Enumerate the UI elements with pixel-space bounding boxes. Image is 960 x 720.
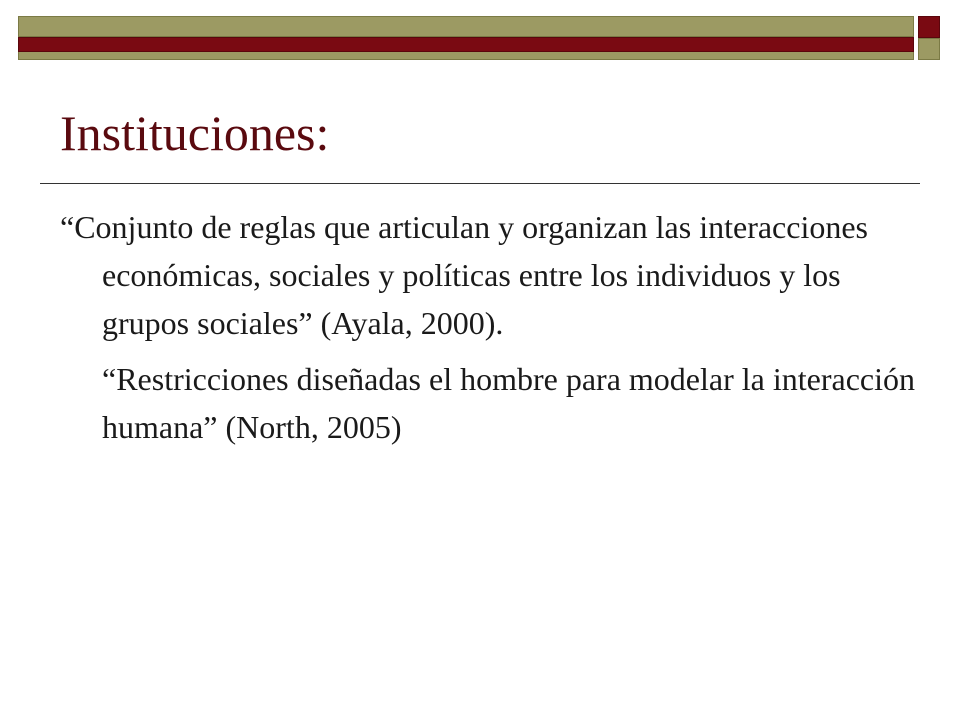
quote-north: “Restricciones diseñadas el hombre para modelar la interacción humana” (North, 2005) <box>102 361 915 445</box>
title-divider <box>40 183 920 184</box>
slide-title: Instituciones: <box>60 105 330 161</box>
quote-ayala: “Conjunto de reglas que articulan y organizan las interacciones económicas, sociales y políticas entre los individuos y los grupos sociales” (Ayala, 2000). <box>60 209 868 341</box>
slide-body <box>60 203 920 451</box>
band-olive-stripe-bottom <box>18 52 914 60</box>
band-olive-stripe-top <box>18 16 914 37</box>
band-square-maroon <box>918 16 940 38</box>
header-band <box>0 0 960 60</box>
band-square-olive <box>918 38 940 60</box>
band-maroon-stripe <box>18 37 914 52</box>
